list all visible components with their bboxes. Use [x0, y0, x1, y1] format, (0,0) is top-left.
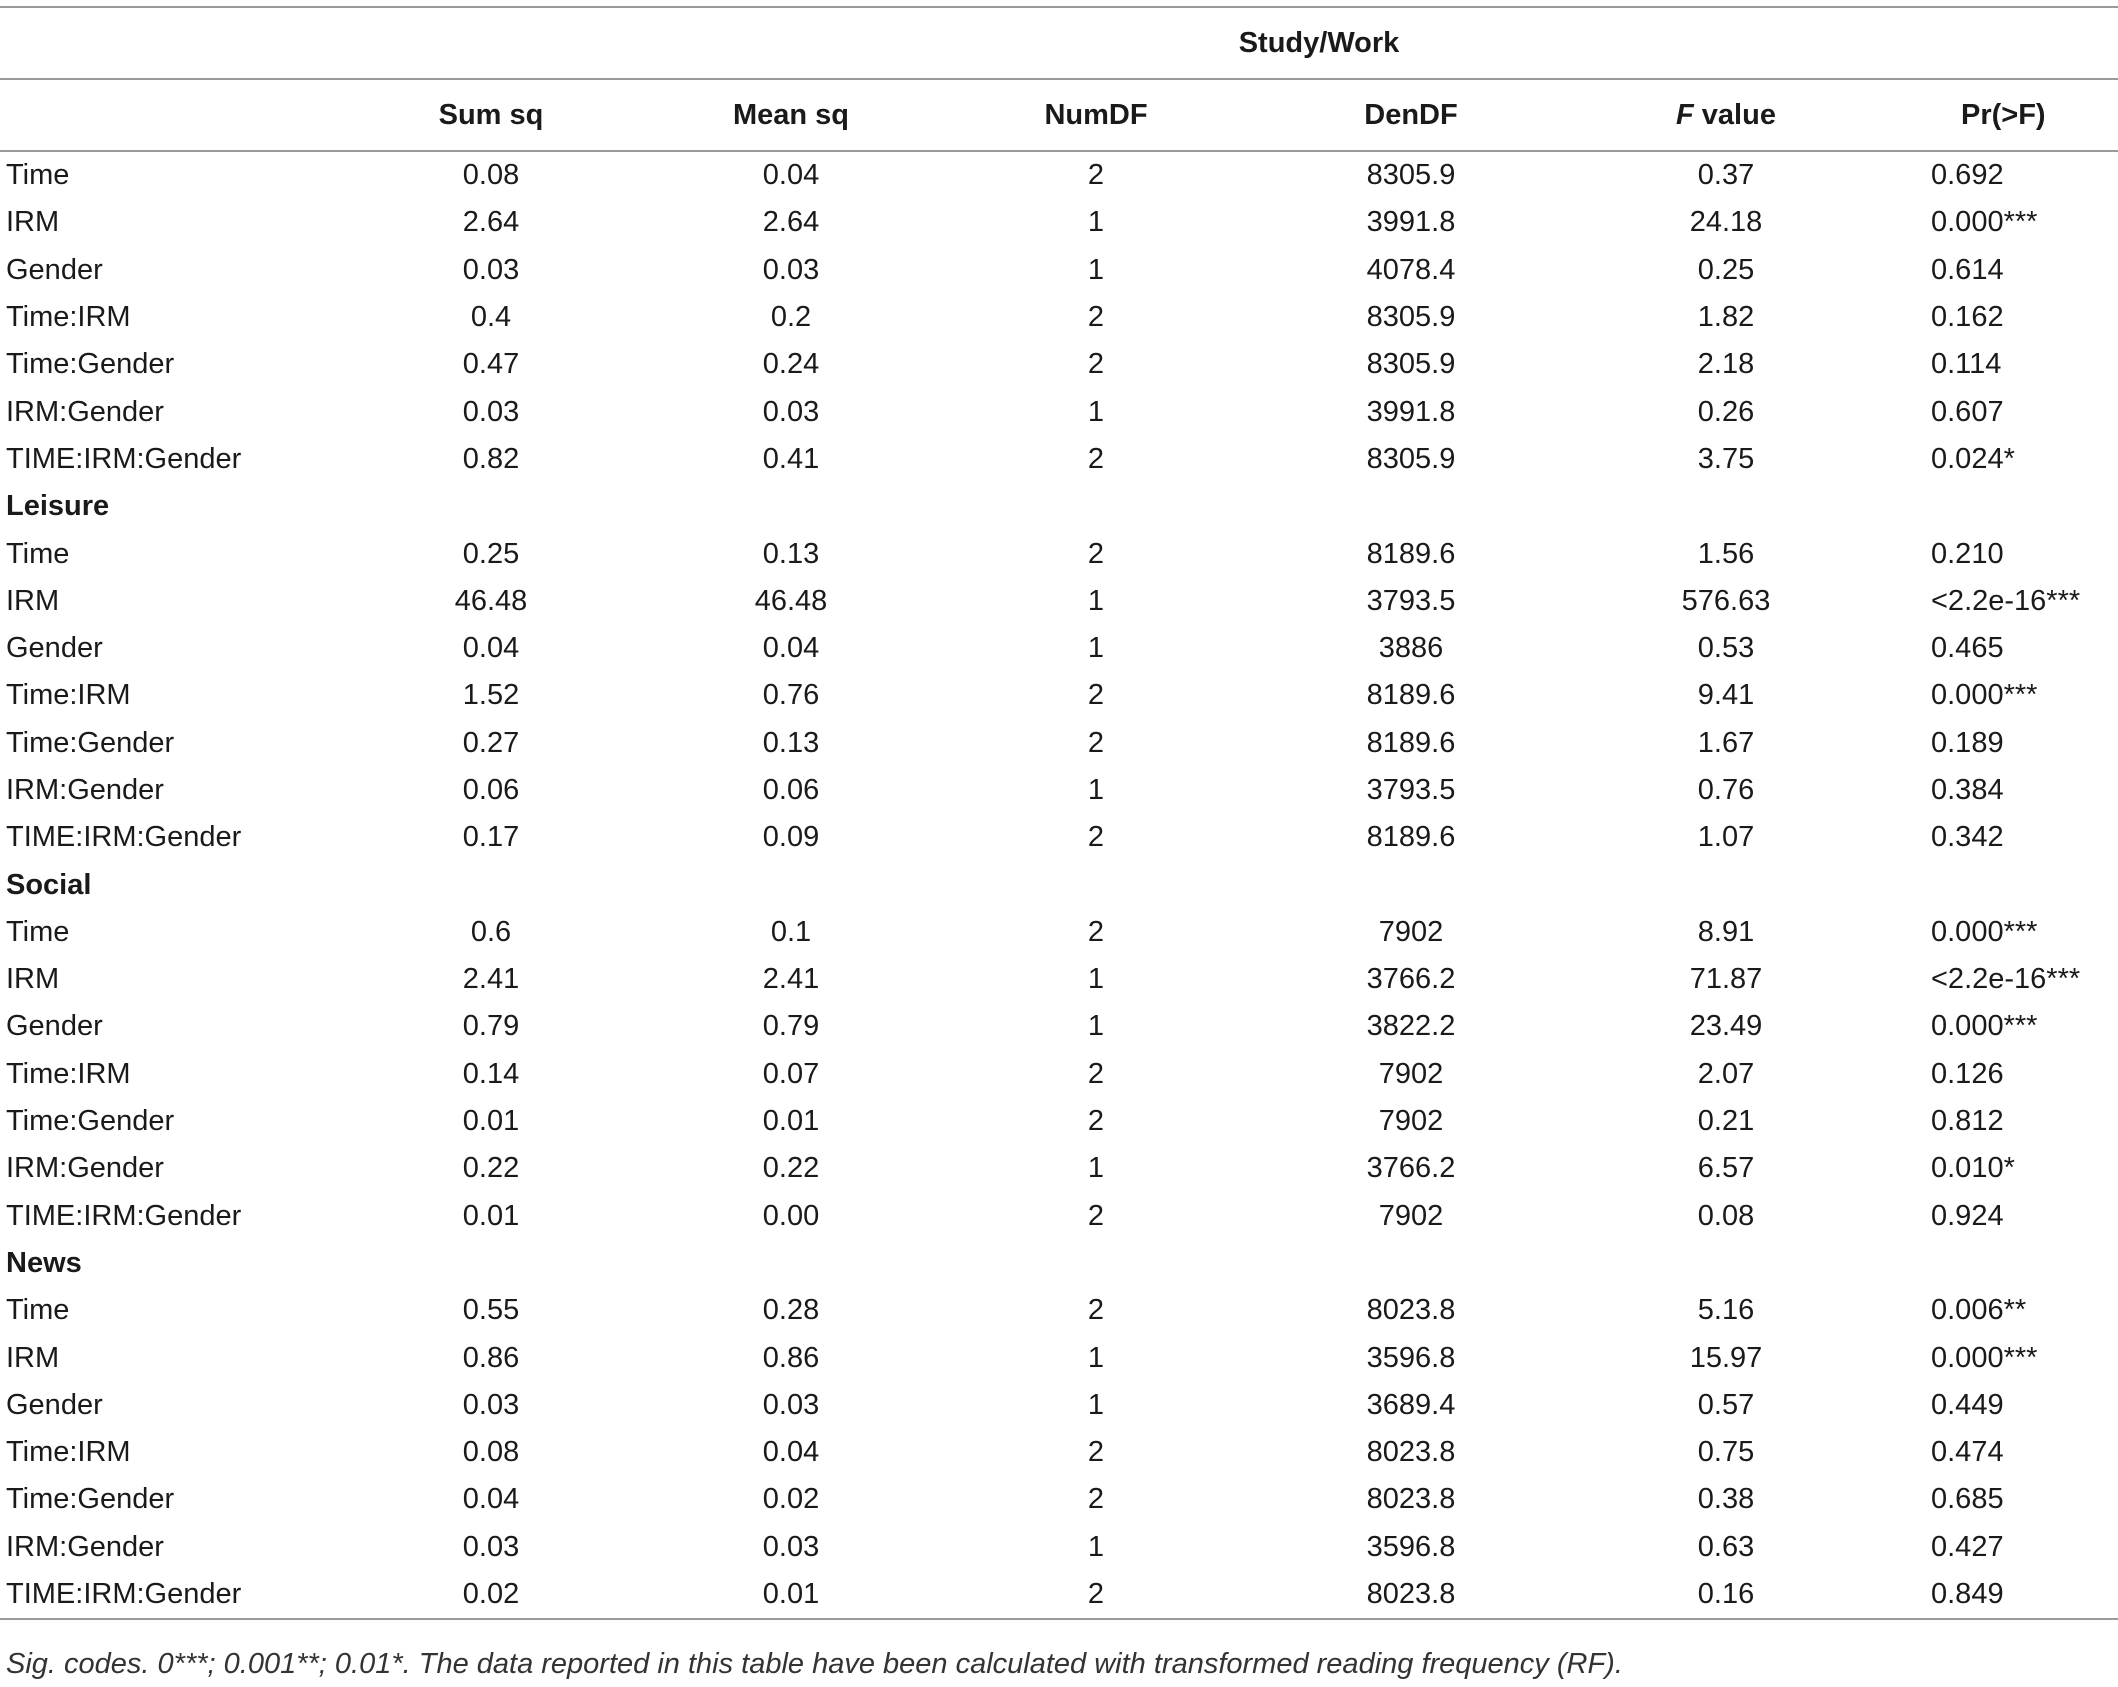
numdf-cell: 2	[1087, 537, 1105, 570]
pr-f-cell: 0.465	[1931, 632, 2004, 665]
sum-sq-cell: 0.03	[462, 1388, 520, 1421]
term-cell: IRM:Gender	[6, 1530, 164, 1563]
mean-sq-cell: 0.01	[636, 1571, 946, 1619]
dendf-cell: 8189.6	[1366, 726, 1456, 759]
pr-f-cell: 0.692	[1931, 159, 2004, 192]
dendf-cell: 8023.8	[1246, 1571, 1576, 1619]
f-value-cell: 1.07	[1697, 821, 1755, 854]
f-value-cell: 0.75	[1697, 1436, 1755, 1469]
pr-f-cell: 0.449	[1931, 1388, 2004, 1421]
group-label: News	[6, 1246, 82, 1279]
dendf-cell: 3793.5	[1366, 774, 1456, 806]
table-row	[0, 388, 2118, 435]
numdf-cell: 2	[946, 1571, 1246, 1619]
f-value-cell: 0.26	[1697, 395, 1755, 428]
sum-sq-cell: 0.03	[462, 253, 520, 286]
table-row	[0, 151, 2118, 199]
mean-sq-cell: 0.07	[762, 1057, 820, 1090]
mean-sq-cell: 0.00	[762, 1199, 820, 1232]
term-cell: Time:Gender	[6, 726, 175, 759]
group-label-row	[0, 1240, 2118, 1287]
dendf-cell: 3766.2	[1366, 1152, 1456, 1185]
table-row	[0, 1145, 2118, 1192]
dendf-cell: 3991.8	[1366, 395, 1456, 428]
term-cell: TIME:IRM:Gender	[0, 1571, 346, 1619]
f-value-cell: 9.41	[1697, 679, 1755, 712]
term-cell: IRM	[6, 1341, 60, 1374]
col-header-sum-sq: Sum sq	[346, 79, 636, 151]
pr-f-cell: 0.849	[1876, 1571, 2118, 1619]
mean-sq-cell: 0.41	[762, 442, 820, 475]
pr-f-cell: 0.685	[1931, 1483, 2004, 1516]
f-value-cell: 71.87	[1689, 963, 1763, 996]
f-value-cell: 8.91	[1697, 915, 1755, 948]
numdf-cell: 2	[1087, 1057, 1105, 1090]
dendf-cell: 8189.6	[1366, 679, 1456, 712]
mean-sq-cell: 0.06	[762, 774, 820, 806]
sum-sq-cell: 0.14	[462, 1057, 520, 1090]
table-row	[0, 1476, 2118, 1523]
col-header-f: F	[1676, 98, 1694, 131]
table-row	[0, 1193, 2118, 1240]
pr-f-cell: 0.607	[1931, 395, 2004, 428]
table-row	[0, 720, 2118, 767]
sum-sq-cell: 0.79	[462, 1010, 520, 1043]
sum-sq-cell: 0.86	[462, 1341, 520, 1374]
sum-sq-cell: 0.02	[346, 1571, 636, 1619]
term-cell: Time:Gender	[6, 1105, 175, 1138]
column-header-row	[0, 79, 2118, 151]
dendf-cell: 3822.2	[1366, 1010, 1456, 1043]
term-cell: IRM	[6, 206, 60, 239]
sum-sq-cell: 0.55	[462, 1294, 520, 1327]
pr-f-cell: 0.384	[1931, 774, 2004, 806]
dendf-cell: 7902	[1378, 1199, 1444, 1232]
dendf-cell: 8023.8	[1366, 1294, 1456, 1327]
f-value-cell: 24.18	[1689, 206, 1763, 239]
term-cell: IRM:Gender	[6, 1152, 164, 1185]
dendf-cell: 3596.8	[1366, 1341, 1456, 1374]
term-cell: Time:IRM	[6, 1057, 131, 1090]
term-cell: Time	[6, 915, 70, 948]
numdf-cell: 2	[1087, 1199, 1105, 1232]
sum-sq-cell: 0.08	[462, 159, 520, 192]
mean-sq-cell: 0.04	[762, 1436, 820, 1469]
term-cell: IRM	[6, 584, 60, 617]
table-row	[0, 578, 2118, 625]
term-cell: Time:IRM	[6, 301, 131, 334]
f-value-cell: 23.49	[1689, 1010, 1763, 1043]
numdf-cell: 1	[1087, 1530, 1105, 1563]
pr-f-cell: 0.162	[1931, 301, 2004, 334]
pr-f-cell: 0.126	[1931, 1057, 2004, 1090]
mean-sq-cell: 46.48	[754, 584, 828, 617]
numdf-cell: 2	[1087, 1105, 1105, 1138]
term-cell: Time:IRM	[6, 679, 131, 712]
dendf-cell: 8305.9	[1366, 159, 1456, 192]
numdf-cell: 1	[1087, 632, 1105, 665]
dendf-cell: 8305.9	[1366, 301, 1456, 334]
f-value-cell: 576.63	[1681, 584, 1771, 617]
term-cell: Gender	[6, 253, 103, 286]
f-value-cell: 1.82	[1697, 301, 1755, 334]
mean-sq-cell: 0.1	[770, 915, 812, 948]
mean-sq-cell: 0.04	[762, 632, 820, 665]
numdf-cell: 2	[1087, 348, 1105, 381]
f-value-cell: 0.63	[1697, 1530, 1755, 1563]
anova-table	[0, 6, 2118, 1620]
table-row	[0, 199, 2118, 246]
numdf-cell: 1	[1087, 1152, 1105, 1185]
dendf-cell: 7902	[1378, 1057, 1444, 1090]
table-row	[0, 1003, 2118, 1050]
table-row	[0, 1524, 2118, 1571]
mean-sq-cell: 0.04	[762, 159, 820, 192]
table-row	[0, 341, 2118, 388]
f-value-cell: 1.67	[1697, 726, 1755, 759]
numdf-cell: 1	[1087, 584, 1105, 617]
study-work-header-row	[0, 7, 2118, 79]
group-label: Leisure	[6, 490, 110, 523]
sum-sq-cell: 0.82	[462, 442, 520, 475]
sum-sq-cell: 0.04	[462, 1483, 520, 1516]
mean-sq-cell: 0.01	[762, 1105, 820, 1138]
pr-f-cell: <2.2e-16***	[1931, 963, 2081, 996]
pr-f-cell: <2.2e-16***	[1931, 584, 2081, 617]
term-cell: Time	[6, 1294, 70, 1327]
table-row	[0, 625, 2118, 672]
f-value-cell: 15.97	[1689, 1341, 1763, 1374]
sum-sq-cell: 0.17	[462, 821, 520, 854]
term-cell: Gender	[6, 1010, 103, 1043]
pr-f-cell: 0.924	[1931, 1199, 2004, 1232]
dendf-cell: 3766.2	[1366, 963, 1456, 996]
numdf-cell: 1	[1087, 253, 1105, 286]
table-row	[0, 1429, 2118, 1476]
numdf-cell: 1	[1087, 1010, 1105, 1043]
mean-sq-cell: 0.02	[762, 1483, 820, 1516]
table-row	[0, 247, 2118, 294]
numdf-cell: 1	[1087, 1388, 1105, 1421]
sum-sq-cell: 0.47	[462, 348, 520, 381]
sum-sq-cell: 0.04	[462, 632, 520, 665]
sum-sq-cell: 2.41	[462, 963, 520, 996]
mean-sq-cell: 0.86	[762, 1341, 820, 1374]
col-header-value: value	[1701, 98, 1776, 131]
pr-f-cell: 0.427	[1931, 1530, 2004, 1563]
dendf-cell: 3793.5	[1366, 584, 1456, 617]
sum-sq-cell: 0.06	[462, 774, 520, 806]
pr-f-cell: 0.006**	[1931, 1294, 2027, 1327]
study-work-header: Study/Work	[0, 7, 2118, 79]
pr-f-cell: 0.210	[1931, 537, 2004, 570]
col-header-term	[0, 79, 346, 151]
numdf-cell: 2	[1087, 159, 1105, 192]
dendf-cell: 3596.8	[1366, 1530, 1456, 1563]
pr-f-cell: 0.000***	[1931, 679, 2038, 712]
pr-f-cell: 0.000***	[1931, 1010, 2038, 1043]
mean-sq-cell: 0.03	[762, 1530, 820, 1563]
col-header-f-value	[1576, 79, 1876, 151]
f-value-cell: 1.56	[1697, 537, 1755, 570]
term-cell: Gender	[6, 632, 103, 665]
table-row	[0, 909, 2118, 956]
mean-sq-cell: 0.03	[762, 253, 820, 286]
table-row	[0, 1098, 2118, 1145]
sum-sq-cell: 0.03	[462, 395, 520, 428]
pr-f-cell: 0.342	[1931, 821, 2004, 854]
term-cell: Time	[6, 537, 70, 570]
table-body	[0, 151, 2118, 1619]
f-value-cell: 0.38	[1697, 1483, 1755, 1516]
mean-sq-cell: 0.24	[762, 348, 820, 381]
f-value-cell: 2.07	[1697, 1057, 1755, 1090]
table-row	[0, 294, 2118, 341]
table-row	[0, 767, 2118, 814]
numdf-cell: 1	[1087, 206, 1105, 239]
dendf-cell: 8023.8	[1366, 1483, 1456, 1516]
dendf-cell: 3991.8	[1366, 206, 1456, 239]
f-value-cell: 0.16	[1576, 1571, 1876, 1619]
sum-sq-cell: 0.03	[462, 1530, 520, 1563]
sum-sq-cell: 1.52	[462, 679, 520, 712]
f-value-cell: 0.25	[1697, 253, 1755, 286]
dendf-cell: 8023.8	[1366, 1436, 1456, 1469]
numdf-cell: 2	[1087, 915, 1105, 948]
mean-sq-cell: 0.13	[762, 537, 820, 570]
f-value-cell: 0.21	[1697, 1105, 1755, 1138]
f-value-cell: 3.75	[1697, 442, 1755, 475]
numdf-cell: 2	[1087, 1436, 1105, 1469]
term-cell: Time	[6, 159, 70, 192]
term-cell: Time:IRM	[6, 1436, 131, 1469]
mean-sq-cell: 0.22	[762, 1152, 820, 1185]
col-header-dendf: DenDF	[1246, 79, 1576, 151]
table-row	[0, 1051, 2118, 1098]
table-row	[0, 814, 2118, 861]
table-footnote: Sig. codes. 0***; 0.001**; 0.01*. The data reported in this table have been calculated with transformed reading frequency (RF).	[6, 1648, 1623, 1680]
pr-f-cell: 0.114	[1931, 348, 2002, 381]
pr-f-cell: 0.000***	[1931, 1341, 2038, 1374]
term-cell: TIME:IRM:Gender	[6, 821, 242, 854]
table-row	[0, 1287, 2118, 1334]
dendf-cell: 3886	[1378, 632, 1444, 665]
pr-f-cell: 0.812	[1931, 1105, 2004, 1138]
numdf-cell: 1	[1087, 395, 1105, 428]
pr-f-cell: 0.024*	[1931, 442, 2015, 475]
term-cell: TIME:IRM:Gender	[6, 1199, 242, 1232]
col-header-pr-f: Pr(>F)	[1876, 79, 2118, 151]
dendf-cell: 4078.4	[1366, 253, 1456, 286]
sum-sq-cell: 0.4	[470, 301, 512, 334]
table-row	[0, 672, 2118, 719]
sum-sq-cell: 0.6	[470, 915, 512, 948]
term-cell: Gender	[6, 1388, 103, 1421]
dendf-cell: 8189.6	[1366, 821, 1456, 854]
f-value-cell: 0.08	[1697, 1199, 1755, 1232]
dendf-cell: 8305.9	[1366, 442, 1456, 475]
mean-sq-cell: 0.13	[762, 726, 820, 759]
sum-sq-cell: 0.01	[462, 1105, 520, 1138]
table-row	[0, 1334, 2118, 1381]
f-value-cell: 0.53	[1697, 632, 1755, 665]
term-cell: TIME:IRM:Gender	[6, 442, 242, 475]
numdf-cell: 1	[1087, 963, 1105, 996]
term-cell: Time:Gender	[6, 1483, 175, 1516]
f-value-cell: 5.16	[1697, 1294, 1755, 1327]
f-value-cell: 6.57	[1697, 1152, 1755, 1185]
dendf-cell: 7902	[1378, 1105, 1444, 1138]
pr-f-cell: 0.614	[1931, 253, 2004, 286]
dendf-cell: 3689.4	[1366, 1388, 1456, 1421]
mean-sq-cell: 0.03	[762, 395, 820, 428]
table-row	[0, 956, 2118, 1003]
numdf-cell: 2	[1087, 679, 1105, 712]
numdf-cell: 2	[1087, 726, 1105, 759]
group-label: Social	[6, 868, 92, 901]
numdf-cell: 2	[1087, 821, 1105, 854]
table-row	[0, 436, 2118, 483]
f-value-cell: 0.57	[1697, 1388, 1755, 1421]
sum-sq-cell: 0.22	[462, 1152, 520, 1185]
pr-f-cell: 0.010*	[1931, 1152, 2015, 1185]
pr-f-cell: 0.189	[1931, 726, 2004, 759]
pr-f-cell: 0.474	[1931, 1436, 2004, 1469]
mean-sq-cell: 0.2	[770, 301, 812, 334]
mean-sq-cell: 0.09	[762, 821, 820, 854]
dendf-cell: 7902	[1378, 915, 1444, 948]
mean-sq-cell: 2.41	[762, 963, 820, 996]
group-label-row	[0, 483, 2118, 530]
sum-sq-cell: 0.25	[462, 537, 520, 570]
table-row	[0, 1571, 2118, 1619]
dendf-cell: 8189.6	[1366, 537, 1456, 570]
numdf-cell: 2	[1087, 301, 1105, 334]
sum-sq-cell: 0.27	[462, 726, 520, 759]
pr-f-cell: 0.000***	[1931, 915, 2038, 948]
mean-sq-cell: 0.76	[762, 679, 820, 712]
f-value-cell: 0.37	[1697, 159, 1755, 192]
sum-sq-cell: 0.01	[462, 1199, 520, 1232]
sum-sq-cell: 0.08	[462, 1436, 520, 1469]
sum-sq-cell: 46.48	[454, 584, 528, 617]
numdf-cell: 2	[1087, 442, 1105, 475]
f-value-cell: 0.76	[1697, 774, 1755, 806]
pr-f-cell: 0.000***	[1931, 206, 2038, 239]
term-cell: IRM:Gender	[6, 774, 164, 806]
mean-sq-cell: 0.03	[762, 1388, 820, 1421]
col-header-numdf: NumDF	[946, 79, 1246, 151]
term-cell: IRM	[6, 963, 60, 996]
table-row	[0, 1382, 2118, 1429]
group-label-row	[0, 861, 2118, 908]
mean-sq-cell: 0.79	[762, 1010, 820, 1043]
sum-sq-cell: 2.64	[462, 206, 520, 239]
mean-sq-cell: 2.64	[762, 206, 820, 239]
term-cell: IRM:Gender	[6, 395, 164, 428]
col-header-mean-sq: Mean sq	[636, 79, 946, 151]
term-cell: Time:Gender	[6, 348, 175, 381]
table-row	[0, 530, 2118, 577]
mean-sq-cell: 0.28	[762, 1294, 820, 1327]
f-value-cell: 2.18	[1697, 348, 1755, 381]
dendf-cell: 8305.9	[1366, 348, 1456, 381]
numdf-cell: 2	[1087, 1294, 1105, 1327]
numdf-cell: 2	[1087, 1483, 1105, 1516]
numdf-cell: 1	[1087, 1341, 1105, 1374]
numdf-cell: 1	[1087, 774, 1105, 806]
